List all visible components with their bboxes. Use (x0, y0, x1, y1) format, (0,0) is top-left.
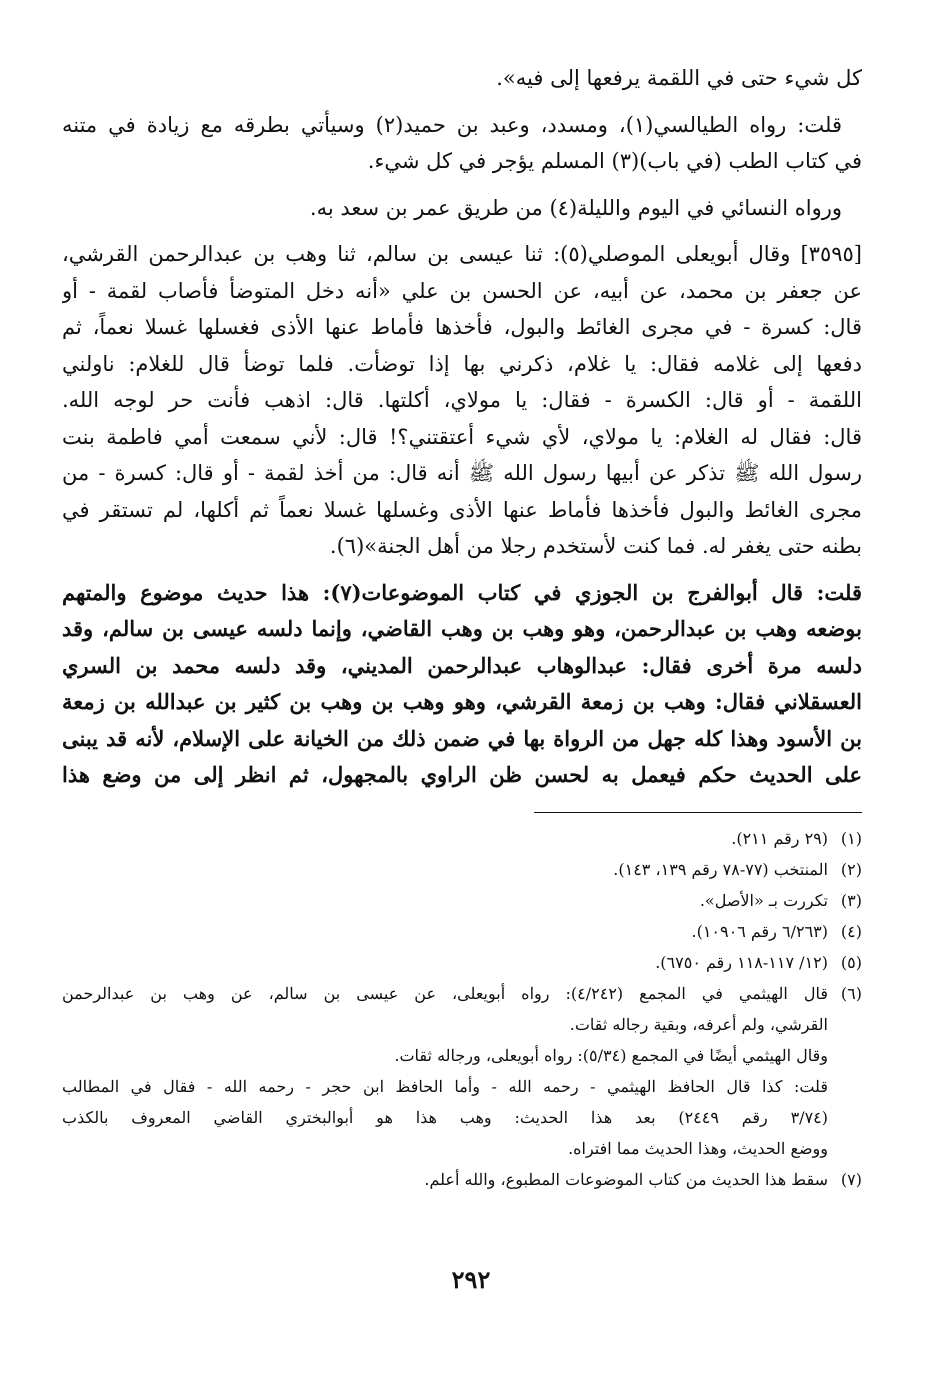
footnote-line: المنتخب (٧٧-٧٨ رقم ١٣٩، ١٤٣). (613, 859, 828, 879)
text-line: قال: فقال له الغلام: يا مولاي، لأي شيء أعتقتني؟! قال: لأني سمعت أمي فاطمة بنت (62, 424, 862, 449)
footnote-divider (534, 812, 862, 813)
text-line: على الحديث حكم فيعمل به لحسن ظن الراوي بالمجهول، ثم انظر إلى من وضع هذا (62, 762, 862, 787)
footnote-line: القرشي، ولم أعرفه، وبقية رجاله ثقات. (569, 1014, 828, 1034)
footnote-6 (62, 978, 862, 1164)
text-line: العسقلاني فقال: وهب بن زمعة القرشي، وهو وهب بن وهب بن كثير بن عبدالله بن زمعة (62, 689, 862, 714)
paragraph-2 (62, 107, 862, 180)
text-line: عن جعفر بن محمد، عن أبيه، عن الحسن بن علي «أنه دخل المتوضأ فأصاب لقمة - أو (62, 278, 862, 303)
footnote-line: (٣/٧٤ رقم ٢٤٤٩) بعد هذا الحديث: وهب هذا هو أبوالبختري القاضي المعروف بالكذب (62, 1107, 828, 1127)
footnote-line: ووضع الحديث، وهذا الحديث مما افتراه. (568, 1138, 828, 1158)
commentary-paragraph (62, 575, 862, 794)
footnote-number: (١) (840, 828, 862, 848)
footnote-line: (٢٩ رقم ٢١١). (731, 828, 828, 848)
footnote-line: قال الهيثمي في المجمع (٤/٢٤٢): رواه أبويعلى، عن عيسى بن سالم، عن وهب بن عبدالرحمن (62, 983, 828, 1003)
paragraph-1 (62, 60, 862, 97)
text-line: مجرى الغائط والبول فأخذها فأماط عنها الأذى وغسلها غسلا نعماً ثم أكلها، لم تستقر في (62, 497, 862, 522)
text-line: دفعها إلى غلامه فقال: يا غلام، ذكرني بها إذا توضأت. فلما توضأ قال للغلام: ناولني (62, 351, 862, 376)
footnote-3 (62, 885, 862, 916)
footnote-5 (62, 947, 862, 978)
footnotes (62, 823, 862, 1195)
footnote-7 (62, 1164, 862, 1195)
text-line: رسول الله ﷺ تذكر عن أبيها رسول الله ﷺ أنه قال: من أخذ لقمة - أو قال: كسرة - من (62, 461, 862, 485)
text-line: بوضعه وهب بن عبدالرحمن، وهو وهب بن وهب القاضي، وإنما دلسه عيسى بن سالم، وقد (62, 616, 862, 641)
text-line: ورواه النسائي في اليوم والليلة(٤) من طريق عمر بن سعد به. (309, 195, 842, 220)
footnote-number: (٥) (840, 952, 862, 972)
page-number: ٢٩٢ (451, 1265, 491, 1294)
text-line: في كتاب الطب (في باب)(٣) المسلم يؤجر في كل شيء. (367, 149, 862, 173)
text-line: كل شيء حتى في اللقمة يرفعها إلى فيه». (496, 66, 862, 90)
text-line: دلسه مرة أخرى فقال: عبدالوهاب عبدالرحمن المديني، وقد دلسه محمد بن السري (62, 652, 862, 678)
footnote-number: (٧) (840, 1169, 862, 1189)
main-text (62, 60, 862, 794)
footnote-line: (١٢/ ١١٧-١١٨ رقم ٦٧٥٠). (655, 952, 828, 972)
text-line: قال: كسرة - في مجرى الغائط والبول، فأخذها فأماط عنها الأذى فغسلها غسلا نعماً، ثم (62, 315, 862, 339)
text-line: بطنه حتى يغفر له. فما كنت لأستخدم رجلا من أهل الجنة»(٦). (329, 534, 862, 558)
footnote-line: (٦/٢٦٣ رقم ١٠٩٠٦). (691, 921, 828, 941)
footnote-1 (62, 823, 862, 854)
text-line: بن الأسود وهذا كله جهل من الرواة بها في ضمن ذلك من الخيانة على الإسلام، لأنه قد يبنى (62, 725, 862, 751)
text-line: [٣٥٩٥] وقال أبويعلى الموصلي(٥): ثنا عيسى بن سالم، ثنا وهب بن عبدالرحمن القرشي، (62, 242, 862, 266)
footnote-line: قلت: كذا قال الحافظ الهيثمي - رحمه الله - وأما الحافظ ابن حجر - رحمه الله - فقال في المطالب (62, 1076, 828, 1096)
footnote-line: وقال الهيثمي أيضًا في المجمع (٥/٣٤): رواه أبويعلى، ورجاله ثقات. (394, 1045, 828, 1065)
text-line: قلت: رواه الطيالسي(١)، ومسدد، وعبد بن حميد(٢) وسيأتي بطرقه مع زيادة في متنه (62, 112, 842, 137)
footnote-number: (٣) (840, 890, 862, 910)
footnote-number: (٦) (840, 983, 862, 1003)
text-line: اللقمة - أو قال: الكسرة - فقال: يا مولاي، أكلتها. قال: اذهب فأنت حر لوجه الله. (62, 388, 862, 412)
footnote-number: (٢) (840, 859, 862, 879)
footnote-line: سقط هذا الحديث من كتاب الموضوعات المطبوع، والله أعلم. (424, 1169, 828, 1189)
paragraph-3 (62, 190, 862, 227)
footnote-2 (62, 854, 862, 885)
text-line: قلت: قال أبوالفرج بن الجوزي في كتاب الموضوعات(٧): هذا حديث موضوع والمتهم (62, 579, 862, 605)
footnote-4 (62, 916, 862, 947)
footnote-number: (٤) (840, 921, 862, 941)
hadith-3595 (62, 236, 862, 565)
footnote-line: تكررت بـ «الأصل». (699, 890, 828, 910)
